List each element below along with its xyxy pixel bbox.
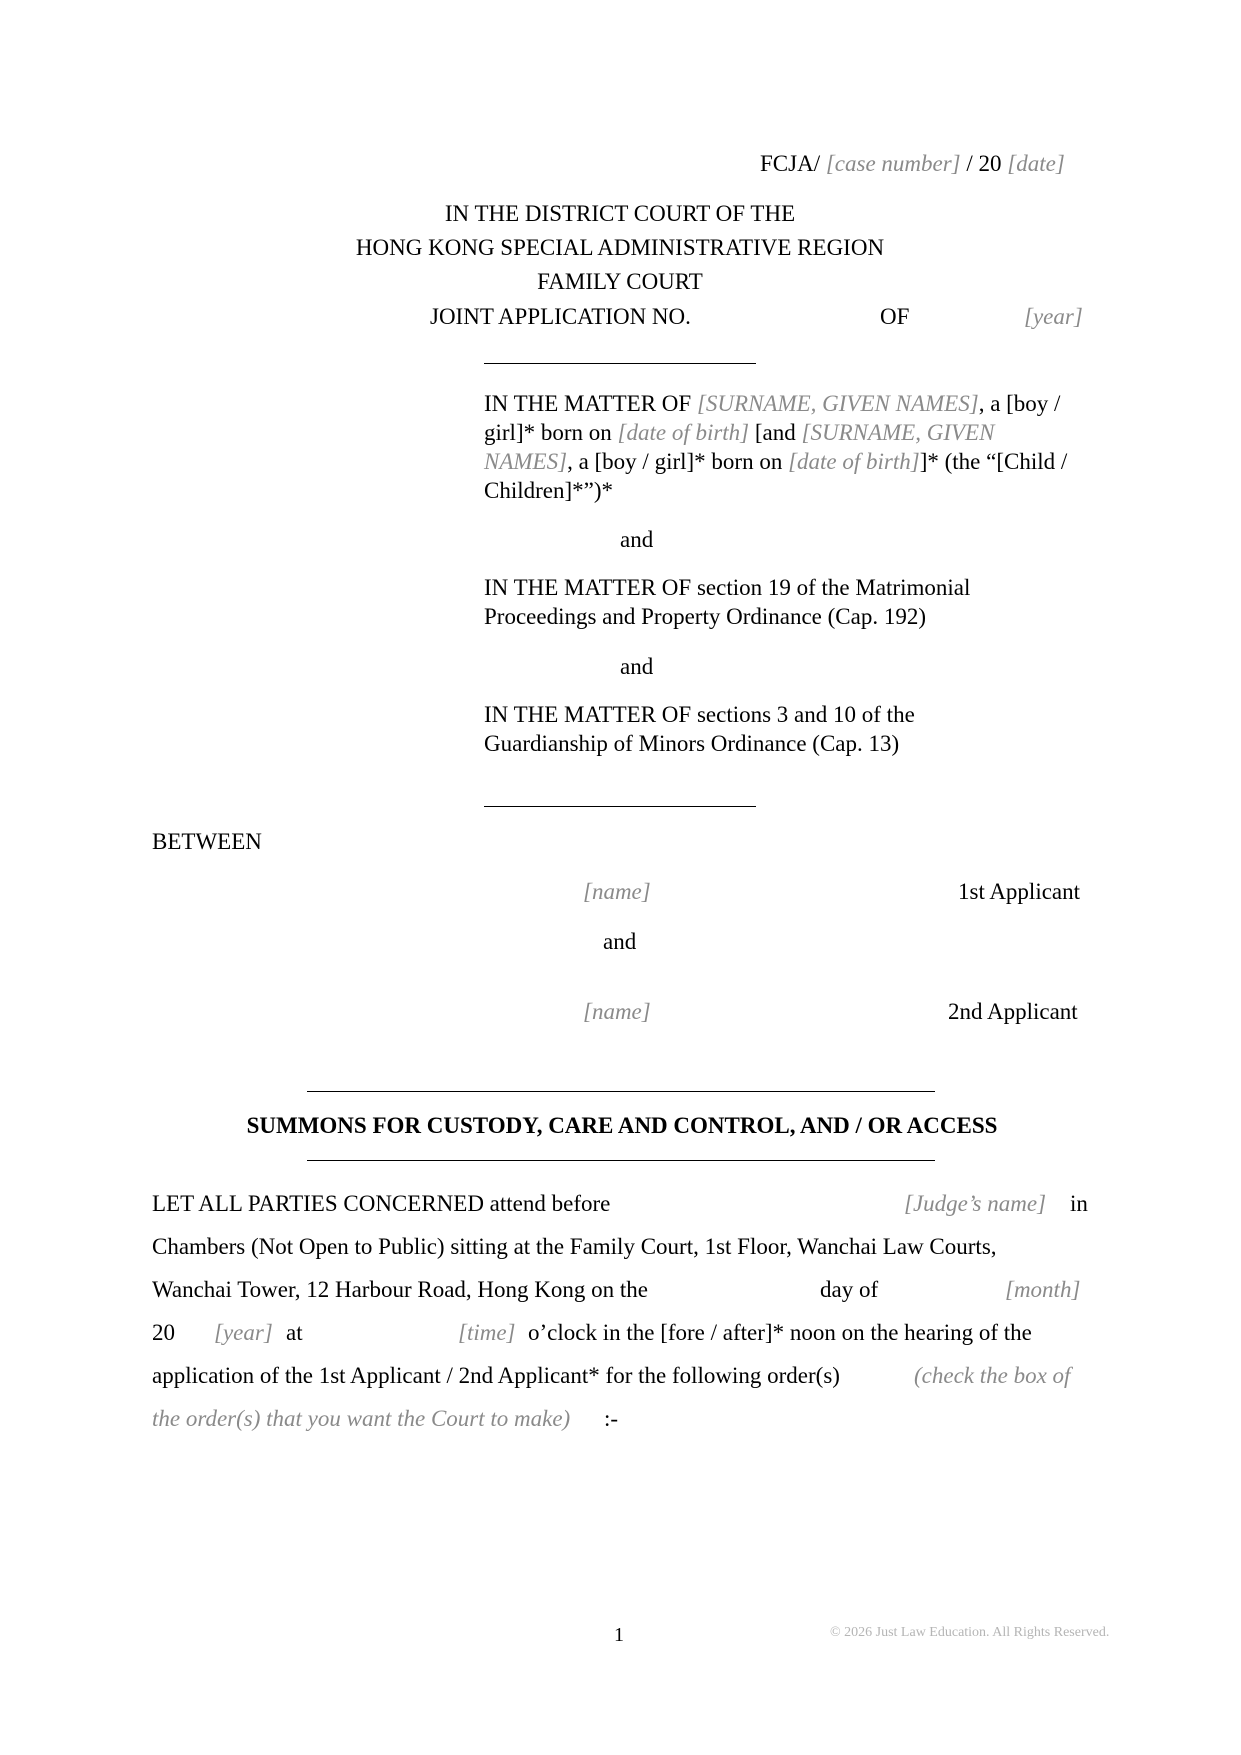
applicant-1-name-placeholder[interactable]: [name] <box>583 879 651 904</box>
matter-child-block <box>484 389 1074 505</box>
between-label: BETWEEN <box>152 829 262 854</box>
matter-text: , a [boy / girl]* born on <box>484 391 1061 445</box>
matter-text: [and <box>754 420 796 445</box>
case-reference <box>760 150 1065 179</box>
dob-placeholder[interactable]: [date of birth] <box>617 420 750 445</box>
divider <box>484 363 756 364</box>
body-line-4 <box>152 1319 1092 1349</box>
and-label: and <box>620 654 654 679</box>
child-name-placeholder[interactable]: [SURNAME, GIVEN NAMES] <box>484 420 995 474</box>
and-label: and <box>603 929 637 954</box>
body-line-2 <box>152 1233 1092 1263</box>
applicant-2-label: 2nd Applicant <box>948 999 1078 1024</box>
case-number-placeholder[interactable]: [case number] <box>825 151 961 176</box>
body-text: o’clock in the [fore / after]* noon on the hearing of the <box>528 1320 1032 1345</box>
divider <box>484 806 756 807</box>
court-line-3: FAMILY COURT <box>537 269 703 294</box>
and-label: and <box>620 527 654 552</box>
body-text: in <box>1070 1191 1088 1216</box>
instruction-text: the order(s) that you want the Court to make) <box>152 1406 571 1431</box>
matter-text: IN THE MATTER OF <box>484 391 692 416</box>
applicant-1-label: 1st Applicant <box>958 879 1081 904</box>
title-rule-top <box>307 1091 935 1092</box>
body-text: day of <box>820 1277 879 1302</box>
body-text: :- <box>604 1406 619 1431</box>
joint-application-label: JOINT APPLICATION NO. <box>430 304 691 329</box>
matter-text: ]* (the “[Child / Children]*”)* <box>484 449 1068 503</box>
instruction-text: (check the box of <box>914 1363 1071 1388</box>
body-text: application of the 1st Applicant / 2nd Applicant* for the following order(s) <box>152 1363 840 1388</box>
of-label: OF <box>880 304 910 329</box>
body-text: at <box>286 1320 303 1345</box>
month-placeholder[interactable]: [month] <box>1005 1277 1081 1302</box>
copyright-notice: © 2026 Just Law Education. All Rights Reserved. <box>830 1625 1110 1640</box>
matter-mppo: IN THE MATTER OF section 19 of the Matrimonial Proceedings and Property Ordinance (Cap. 192) <box>484 575 971 629</box>
year-placeholder[interactable]: [year] <box>1024 304 1083 329</box>
body-text: Chambers (Not Open to Public) sitting at the Family Court, 1st Floor, Wanchai Law Courts, <box>152 1234 997 1259</box>
matter-gmo: IN THE MATTER OF sections 3 and 10 of the Guardianship of Minors Ordinance (Cap. 13) <box>484 702 915 756</box>
body-line-3 <box>152 1276 1092 1306</box>
child-name-placeholder[interactable]: [SURNAME, GIVEN NAMES] <box>696 391 979 416</box>
matter-text: , a [boy / girl]* born on <box>567 449 783 474</box>
body-text: Wanchai Tower, 12 Harbour Road, Hong Kong on the <box>152 1277 648 1302</box>
court-line-1: IN THE DISTRICT COURT OF THE <box>444 201 796 226</box>
ref-mid: / 20 <box>966 151 1002 176</box>
page-number: 1 <box>614 1624 624 1646</box>
body-line-5 <box>152 1362 1092 1392</box>
body-line-1 <box>152 1190 1092 1220</box>
document-title: SUMMONS FOR CUSTODY, CARE AND CONTROL, AND / OR ACCESS <box>246 1113 998 1138</box>
judge-name-placeholder[interactable]: [Judge’s name] <box>904 1191 1047 1216</box>
date-placeholder[interactable]: [date] <box>1007 151 1065 176</box>
dob-placeholder[interactable]: [date of birth] <box>788 449 920 474</box>
applicant-2-name-placeholder[interactable]: [name] <box>583 999 651 1024</box>
body-text: LET ALL PARTIES CONCERNED attend before <box>152 1191 611 1216</box>
year-placeholder[interactable]: [year] <box>214 1320 273 1345</box>
body-line-6 <box>152 1405 1092 1435</box>
time-placeholder[interactable]: [time] <box>458 1320 516 1345</box>
ref-prefix: FCJA/ <box>760 151 821 176</box>
court-line-2: HONG KONG SPECIAL ADMINISTRATIVE REGION <box>355 235 885 260</box>
title-rule-bottom <box>307 1160 935 1161</box>
body-text: 20 <box>152 1320 175 1345</box>
